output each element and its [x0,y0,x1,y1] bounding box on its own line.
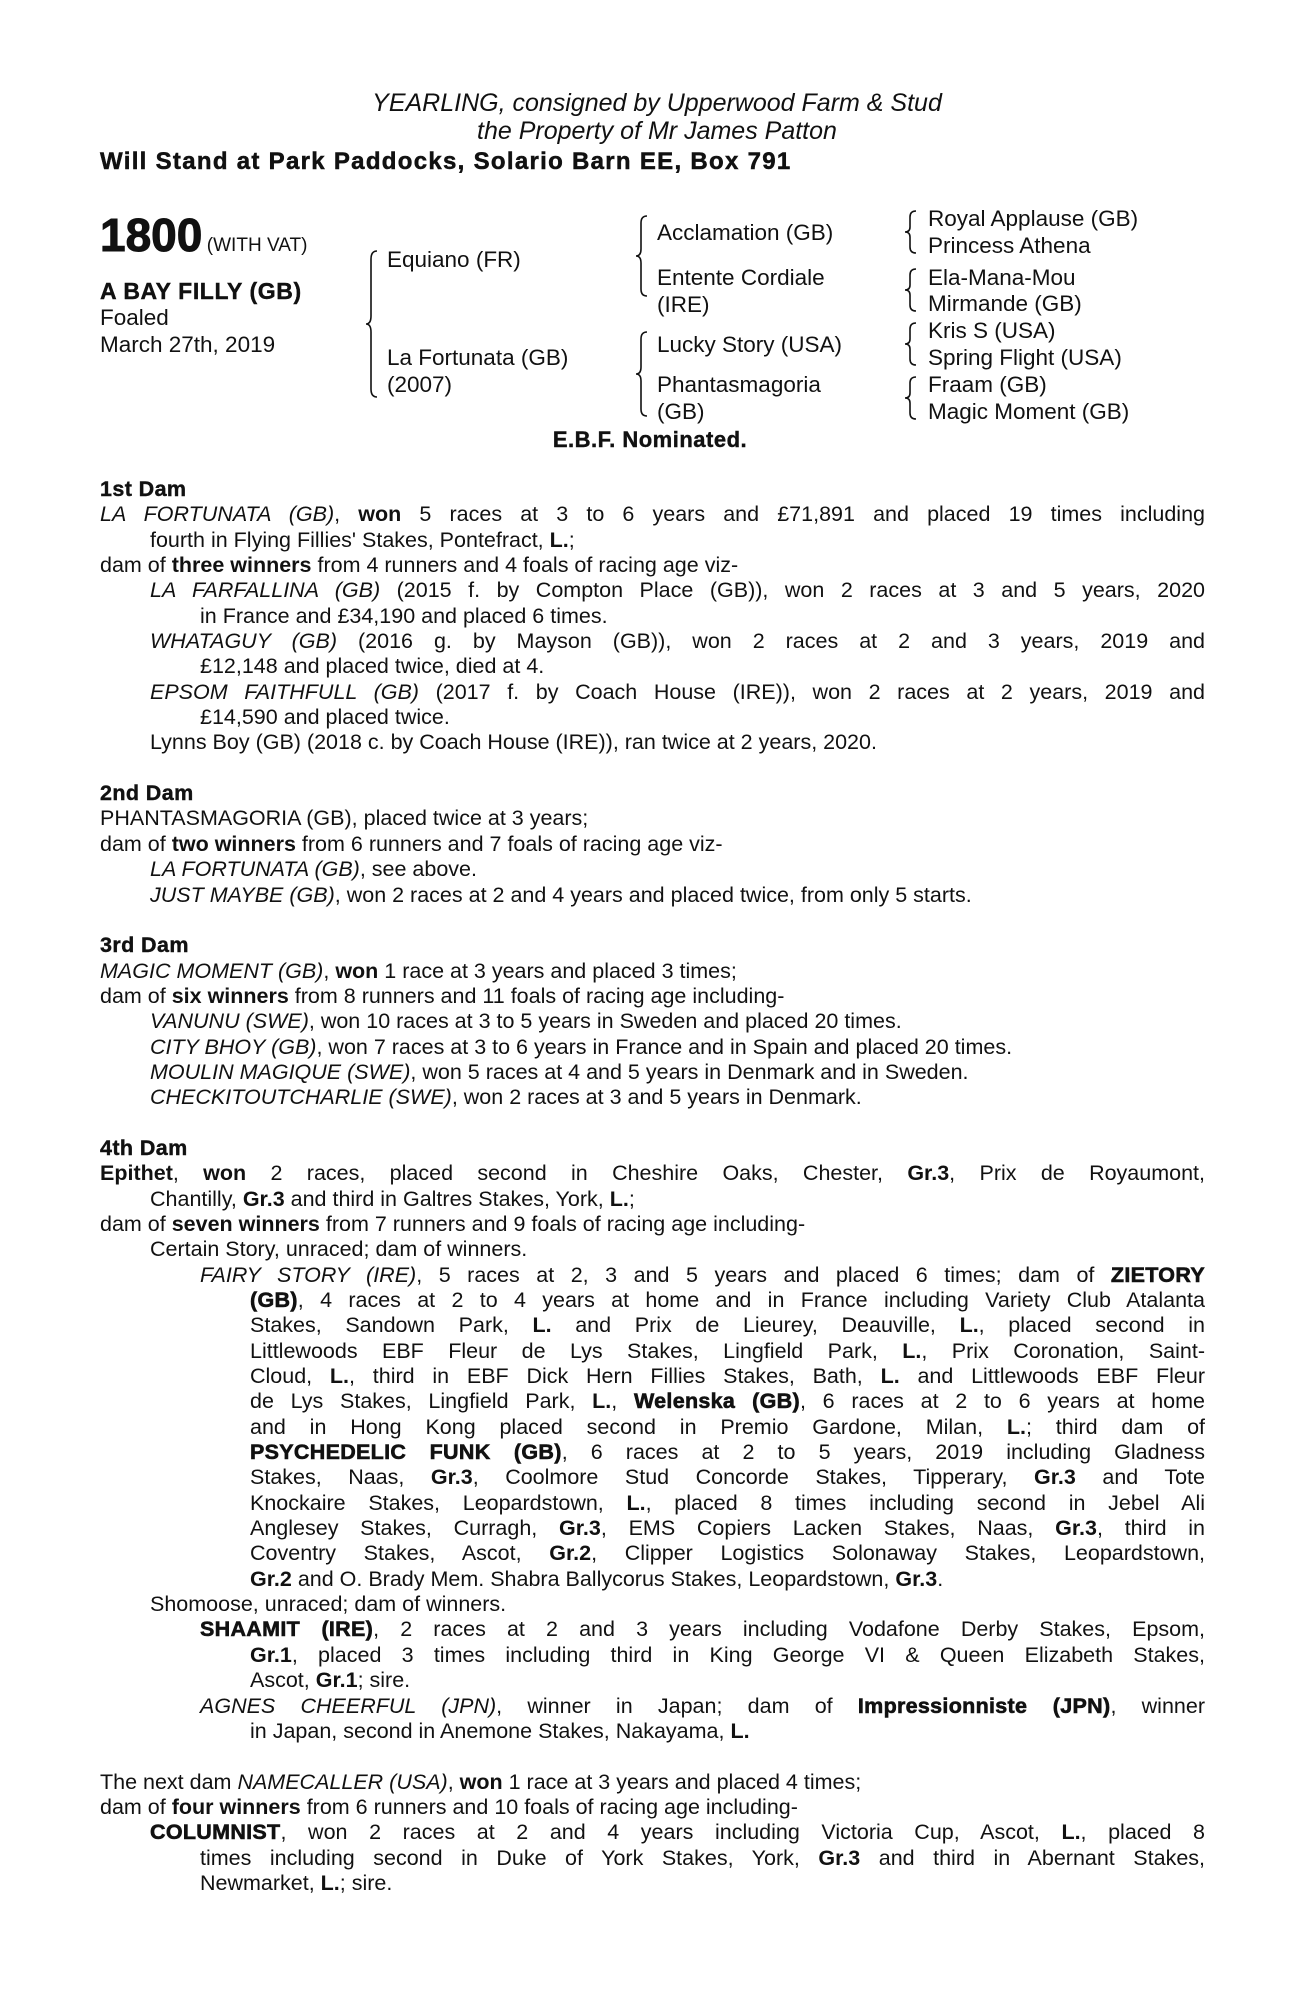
horse-name: JUST MAYBE (GB) [150,882,335,907]
horse-name: WHATAGUY (GB) [150,629,338,654]
text-line [200,1694,1205,1719]
section-spacer [100,1744,1205,1769]
text-run: Anglesey Stakes, Curragh, [250,1516,560,1541]
emphasis: Gr.2 [250,1566,292,1591]
emphasis: Gr.2 [549,1541,592,1566]
pedigree-brace [636,331,648,417]
text-run: , won 2 races at 3 and 5 years in Denmark. [451,1085,862,1110]
text-run: , Coolmore Stud Concorde Stakes, Tipperary, [472,1465,1035,1490]
text-line [200,1846,1205,1871]
emphasis: two winners [171,831,296,856]
sire-dam-country: (IRE) [657,292,710,317]
text-run: , placed 8 [1080,1820,1205,1845]
text-run: PHANTASMAGORIA (GB), placed twice at 3 years; [100,806,589,831]
text-run: Cloud, [250,1364,330,1389]
text-run: . [937,1566,944,1591]
text-run: from 6 runners and 10 foals of racing age including- [300,1794,798,1819]
text-run: , winner [1110,1693,1205,1718]
emphasis: four winners [171,1794,301,1819]
property-line: the Property of Mr James Patton [477,117,837,145]
emphasis: three winners [171,553,312,578]
dam-section [100,933,1205,1110]
emphasis: L. [1061,1820,1081,1845]
text-line [150,1187,1205,1212]
text-line [100,832,1205,857]
horse-name: LA FARFALLINA (GB) [150,578,381,603]
text-run: , won 7 races at 3 to 6 years in France and in Spain and placed 20 times. [316,1034,1013,1059]
emphasis: Impressionniste (JPN) [857,1693,1111,1718]
text-run: ; sire. [357,1668,411,1693]
text-line [150,528,1205,553]
text-line [200,705,1205,730]
text-run: in France and £34,190 and placed 6 times. [200,603,608,628]
text-run: Stakes, Sandown Park, [250,1313,533,1338]
emphasis: seven winners [171,1211,320,1236]
text-line [100,959,1205,984]
text-run: Certain Story, unraced; dam of winners. [150,1237,528,1262]
text-line [150,730,1205,755]
text-run: 5 races at 3 to 6 years and £71,891 and placed 19 times including [401,502,1205,527]
text-line [150,1060,1205,1085]
text-run: , won 10 races at 3 to 5 years in Sweden and placed 20 times. [308,1009,902,1034]
text-run: Littlewoods EBF Fleur de Lys Stakes, Lingfield Park, [250,1338,903,1363]
emphasis: L. [626,1490,646,1515]
text-run: and third in Galtres Stakes, York, [284,1186,610,1211]
emphasis: SHAAMIT (IRE) [200,1617,374,1642]
emphasis: Gr.3 [430,1465,473,1490]
horse-name: MOULIN MAGIQUE (SWE) [150,1059,411,1084]
text-run: £12,148 and placed twice, died at 4. [200,654,545,679]
text-line [250,1491,1205,1516]
text-run: in Japan, second in Anemone Stakes, Nakayama, [250,1718,731,1743]
text-run: , Prix Coronation, Saint- [921,1338,1205,1363]
text-run: , 6 races at 2 to 6 years at home [799,1389,1206,1414]
dam-sire: Lucky Story (USA) [657,332,843,357]
text-run: from 8 runners and 11 foals of racing age including- [288,983,785,1008]
great-grandparent: Spring Flight (USA) [928,345,1122,370]
sire-dam: Entente Cordiale [657,265,825,290]
pedigree-brace [905,376,917,420]
horse-name: FAIRY STORY (IRE) [200,1262,417,1287]
text-run: , see above. [359,857,477,882]
foaled-label: Foaled [100,305,169,330]
text-run: 1 race at 3 years and placed 4 times; [502,1769,862,1794]
horse-name: CHECKITOUTCHARLIE (SWE) [150,1085,452,1110]
text-run: times including second in Duke of York Stakes, York, [200,1845,819,1870]
text-line [150,857,1205,882]
text-line [100,1161,1205,1186]
horse-name: LA FORTUNATA (GB) [150,857,360,882]
text-run: and third in Abernant Stakes, [860,1845,1205,1870]
family-details [100,477,1205,1896]
text-run: (2017 f. by Coach House (IRE)), won 2 races at 2 years, 2019 and [418,679,1205,704]
text-run: , [334,502,359,527]
text-run: 2 races, placed second in Cheshire Oaks, Chester, [246,1161,908,1186]
section-heading: 2nd Dam [100,781,194,806]
text-line [100,1770,1205,1795]
text-run: 1 race at 3 years and placed 3 times; [378,958,737,983]
dam-section [100,781,1205,908]
text-line [100,1795,1205,1820]
text-run: , 2 races at 2 and 3 years including Vodafone Derby Stakes, Epsom, [373,1617,1205,1642]
emphasis: Gr.3 [895,1566,938,1591]
text-run: dam of [100,983,172,1008]
great-grandparent: Magic Moment (GB) [928,399,1130,424]
text-run: Chantilly, [150,1186,243,1211]
emphasis: Gr.3 [559,1516,601,1541]
text-line [150,578,1205,603]
emphasis: six winners [171,983,289,1008]
text-line [100,1212,1205,1237]
dam-dam-country: (GB) [657,399,705,424]
dam-section [100,1136,1205,1744]
emphasis: won [459,1769,503,1794]
text-line [150,680,1205,705]
text-line [200,604,1205,629]
emphasis: Gr.3 [242,1186,285,1211]
text-line [100,806,1205,831]
stand-location: Will Stand at Park Paddocks, Solario Barn EE, Box 791 [100,148,792,175]
emphasis: Welenska (GB) [633,1389,800,1414]
text-run: fourth in Flying Fillies' Stakes, Pontefract, [150,527,550,552]
emphasis: (GB) [250,1288,298,1312]
emphasis: L. [880,1364,900,1389]
sire: Equiano (FR) [387,247,521,272]
text-run: £14,590 and placed twice. [200,705,450,730]
text-run: , placed 8 times including second in Jebel Ali [645,1490,1205,1515]
text-run: , [323,958,336,983]
emphasis: L. [902,1338,922,1363]
emphasis: L. [959,1313,979,1338]
great-grandparent: Royal Applause (GB) [928,206,1139,231]
text-run: , won 2 races at 2 and 4 years and placed twice, from only 5 starts. [334,882,972,907]
text-run: de Lys Stakes, Lingfield Park, [250,1389,593,1414]
text-run: , won 2 races at 2 and 4 years including Victoria Cup, Ascot, [280,1820,1062,1845]
text-line [250,1288,1205,1313]
pedigree-brace [905,322,917,366]
text-run: , [172,1161,204,1186]
text-line [250,1415,1205,1440]
text-run: ; third dam of [1026,1414,1205,1439]
text-run: from 7 runners and 9 foals of racing age including- [319,1211,806,1236]
text-line [250,1643,1205,1668]
text-run: Stakes, Naas, [250,1465,431,1490]
text-run: , won 5 races at 4 and 5 years in Denmark and in Sweden. [410,1059,969,1084]
emphasis: L. [532,1313,552,1338]
emphasis: Gr.3 [1034,1465,1076,1490]
emphasis: Gr.3 [1055,1516,1097,1541]
dam-section [100,477,1205,756]
dam-year: (2007) [387,372,453,397]
emphasis: L. [592,1389,612,1414]
text-run: The next dam [100,1769,238,1794]
text-line [250,1668,1205,1693]
text-line [250,1516,1205,1541]
text-run: , [447,1769,460,1794]
section-heading: 1st Dam [100,477,187,501]
text-line [150,1009,1205,1034]
text-run: from 4 runners and 4 foals of racing age viz- [311,553,739,578]
horse-name: CITY BHOY (GB) [150,1034,317,1059]
text-line [250,1364,1205,1389]
text-line [200,1617,1205,1642]
emphasis: L. [320,1870,340,1895]
lot-number: 1800 [100,209,203,261]
text-run: , 6 races at 2 to 5 years, 2019 including Gladness [561,1440,1205,1465]
text-run: dam of [100,1211,172,1236]
text-run: (2016 g. by Mayson (GB)), won 2 races at 2 and 3 years, 2019 and [337,629,1206,654]
horse-name: NAMECALLER (USA) [237,1769,448,1794]
text-line [200,654,1205,679]
horse-name: AGNES CHEERFUL (JPN) [200,1693,497,1718]
text-run: and in Hong Kong placed second in Premio Gardone, Milan, [250,1414,1007,1439]
emphasis: Epithet [100,1161,173,1186]
text-run: , 4 races at 2 to 4 years at home and in France including Variety Club Atalanta [297,1288,1205,1312]
text-run: dam of [100,831,172,856]
text-run: Ascot, [250,1668,316,1693]
text-run: Coventry Stakes, Ascot, [250,1541,550,1566]
text-run: and Prix de Lieurey, Deauville, [551,1313,960,1338]
emphasis: Gr.3 [907,1161,950,1186]
text-line [250,1389,1205,1414]
text-line [250,1719,1205,1744]
text-line [150,1035,1205,1060]
text-run: , placed 3 times including third in King George VI & Queen Elizabeth Stakes, [291,1642,1205,1667]
pedigree-brace [905,210,917,254]
great-grandparent: Princess Athena [928,233,1091,258]
horse-name: EPSOM FAITHFULL (GB) [150,679,419,704]
text-run: from 6 runners and 7 foals of racing age viz- [295,831,723,856]
emphasis: L. [329,1364,350,1389]
text-line [100,502,1205,527]
pedigree-brace [905,268,917,312]
horse-name: MAGIC MOMENT (GB) [100,958,324,983]
emphasis: Gr.1 [250,1642,292,1667]
pedigree-brace [636,215,648,297]
text-run: ; [628,1186,635,1211]
text-line [250,1313,1205,1338]
text-line [150,1085,1205,1110]
section-spacer [100,756,1205,781]
text-run: , third in [1096,1516,1205,1541]
great-grandparent: Mirmande (GB) [928,291,1082,316]
text-line [250,1567,1205,1592]
text-run: , Clipper Logistics Solonaway Stakes, Leopardstown, [591,1541,1205,1566]
emphasis: PSYCHEDELIC FUNK (GB) [250,1440,562,1465]
text-run: and Littlewoods EBF Fleur [899,1364,1205,1389]
text-run: , 5 races at 2, 3 and 5 years and placed 6 times; dam of [416,1262,1111,1287]
text-line [250,1440,1205,1465]
emphasis: ZIETORY [1110,1262,1205,1287]
text-run: ; [568,527,575,552]
text-run: Shomoose, unraced; dam of winners. [150,1592,507,1617]
horse-name: VANUNU (SWE) [150,1009,309,1034]
text-run: Lynns Boy (GB) (2018 c. by Coach House (IRE)), ran twice at 2 years, 2020. [150,730,877,755]
text-line [150,1820,1205,1845]
horse-name: LA FORTUNATA (GB) [100,502,335,527]
emphasis: won [335,958,379,983]
vat-note: (WITH VAT) [206,235,308,256]
text-line [150,883,1205,908]
text-run: Newmarket, [200,1870,321,1895]
text-line [150,1237,1205,1262]
text-line [250,1541,1205,1566]
text-run: , Prix de Royaumont, [949,1161,1205,1186]
text-line [150,629,1205,654]
section-spacer [100,1111,1205,1136]
emphasis: L. [730,1718,750,1743]
emphasis: L. [549,527,569,552]
great-grandparent: Kris S (USA) [928,318,1056,343]
text-line [200,1871,1205,1896]
great-grandparent: Ela-Mana-Mou [928,265,1076,290]
dam-dam: Phantasmagoria [657,372,821,397]
pedigree-brace [366,250,378,398]
emphasis: L. [609,1186,629,1211]
text-run: dam of [100,1794,172,1819]
text-run: , placed second in [978,1313,1205,1338]
text-run: and O. Brady Mem. Shabra Ballycorus Stakes, Leopardstown, [291,1566,896,1591]
dam-section [100,1770,1205,1897]
emphasis: won [358,502,402,527]
text-line [150,1592,1205,1617]
text-run: Knockaire Stakes, Leopardstown, [250,1490,627,1515]
section-heading: 3rd Dam [100,933,189,958]
text-run: , third in EBF Dick Hern Fillies Stakes, Bath, [349,1364,881,1389]
emphasis: COLUMNIST [150,1820,281,1845]
text-line [100,553,1205,578]
text-line [200,1263,1205,1288]
sire-sire: Acclamation (GB) [657,220,834,245]
text-run: , EMS Copiers Lacken Stakes, Naas, [600,1516,1056,1541]
dam-name: La Fortunata (GB) [387,345,569,370]
text-run: and Tote [1075,1465,1205,1490]
text-line [250,1339,1205,1364]
lot-number-block [100,210,307,260]
ebf-nomination: E.B.F. Nominated. [552,427,748,452]
text-line [100,984,1205,1009]
emphasis: Gr.3 [818,1845,861,1870]
consignor-line: YEARLING, consigned by Upperwood Farm & Stud [372,89,942,117]
great-grandparent: Fraam (GB) [928,372,1047,397]
foaled-date: March 27th, 2019 [100,332,276,357]
section-spacer [100,908,1205,933]
text-run: (2015 f. by Compton Place (GB)), won 2 races at 3 and 5 years, 2020 [380,578,1205,603]
text-run: , [611,1389,634,1414]
emphasis: L. [1006,1414,1026,1439]
text-run: dam of [100,553,172,578]
text-run: , winner in Japan; dam of [496,1693,858,1718]
text-line [250,1465,1205,1490]
section-heading: 4th Dam [100,1135,188,1160]
emphasis: won [203,1161,247,1186]
lot-description: A BAY FILLY (GB) [100,278,302,304]
text-run: ; sire. [339,1870,393,1895]
emphasis: Gr.1 [315,1668,358,1693]
